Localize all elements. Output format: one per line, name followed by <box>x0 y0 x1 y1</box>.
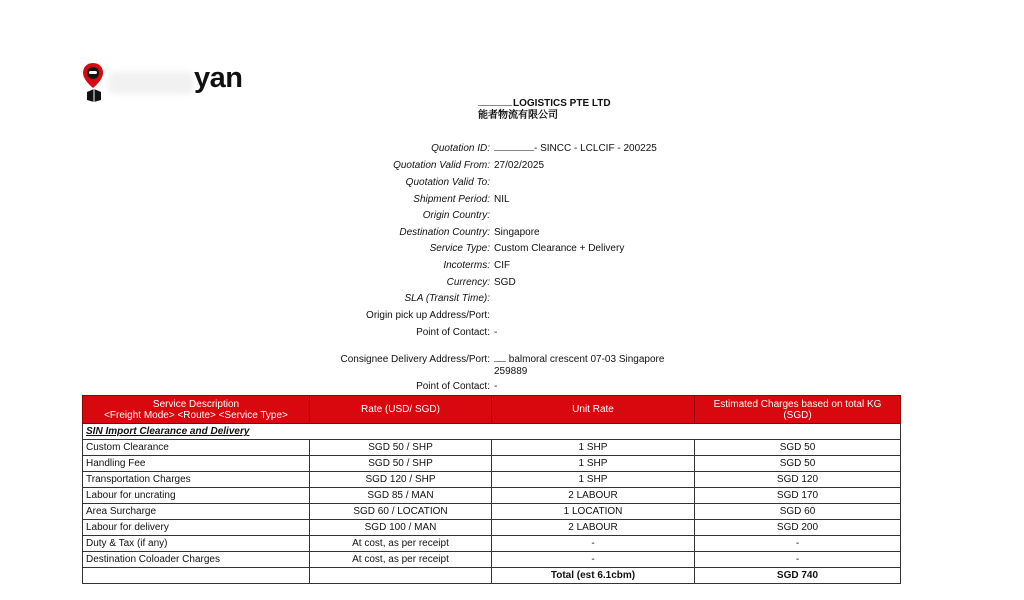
header-unit-rate: Unit Rate <box>492 396 695 424</box>
field-consignee-postcode: 259889 <box>494 366 528 377</box>
redacted-text <box>478 97 512 106</box>
field-destination-country: Destination Country: Singapore <box>399 227 540 238</box>
table-header-row <box>83 396 901 424</box>
company-header <box>478 97 611 122</box>
redacted-text <box>494 353 506 362</box>
field-shipment-period: Shipment Period: NIL <box>413 194 510 205</box>
section-title: SIN Import Clearance and Delivery <box>83 424 901 440</box>
redacted-logo-text <box>108 72 194 94</box>
table-row: Labour for delivery SGD 100 / MAN 2 LABOUR SGD 200 <box>83 520 901 536</box>
total-label: Total (est 6.1cbm) <box>492 568 695 584</box>
table-row: Handling Fee SGD 50 / SHP 1 SHP SGD 50 <box>83 456 901 472</box>
field-valid-from: Quotation Valid From: 27/02/2025 <box>393 160 545 171</box>
field-consignee-contact: Point of Contact: - <box>416 381 498 392</box>
section-row <box>83 424 901 440</box>
field-sla: SLA (Transit Time): <box>404 293 490 304</box>
table-row: Transportation Charges SGD 120 / SHP 1 SHP SGD 120 <box>83 472 901 488</box>
charges-table <box>82 395 901 584</box>
header-rate: Rate (USD/ SGD) <box>310 396 492 424</box>
table-row: Custom Clearance SGD 50 / SHP 1 SHP SGD 50 <box>83 440 901 456</box>
header-estimated-charges: Estimated Charges based on total KG (SGD) <box>695 396 901 424</box>
field-point-of-contact: Point of Contact: - <box>416 327 498 338</box>
logo-text: yan <box>194 62 243 94</box>
field-origin-country: Origin Country: <box>422 210 490 221</box>
field-origin-pickup: Origin pick up Address/Port: <box>366 310 490 321</box>
field-incoterms: Incoterms: CIF <box>443 260 511 271</box>
field-consignee-address: Consignee Delivery Address/Port: balmoral crescent 07-03 Singapore <box>340 354 665 365</box>
table-row: Labour for uncrating SGD 85 / MAN 2 LABOUR SGD 170 <box>83 488 901 504</box>
field-currency: Currency: SGD <box>446 277 516 288</box>
table-row: Area Surcharge SGD 60 / LOCATION 1 LOCATION SGD 60 <box>83 504 901 520</box>
field-valid-to: Quotation Valid To: <box>405 177 490 188</box>
total-row <box>83 568 901 584</box>
total-value: SGD 740 <box>695 568 901 584</box>
location-pin-icon <box>82 62 104 102</box>
company-name: LOGISTICS PTE LTD <box>478 97 611 110</box>
table-row: Duty & Tax (if any) At cost, as per receipt - - <box>83 536 901 552</box>
table-row: Destination Coloader Charges At cost, as per receipt - - <box>83 552 901 568</box>
field-service-type: Service Type: Custom Clearance + Delivery <box>429 243 625 254</box>
company-chinese-name: 能者物流有限公司 <box>478 110 558 121</box>
field-quotation-id: Quotation ID: - SINCC - LCLCIF - 200225 <box>431 143 657 154</box>
redacted-text <box>494 142 534 151</box>
header-service-description: Service Description <Freight Mode> <Route> <Service Type> <box>83 396 310 424</box>
